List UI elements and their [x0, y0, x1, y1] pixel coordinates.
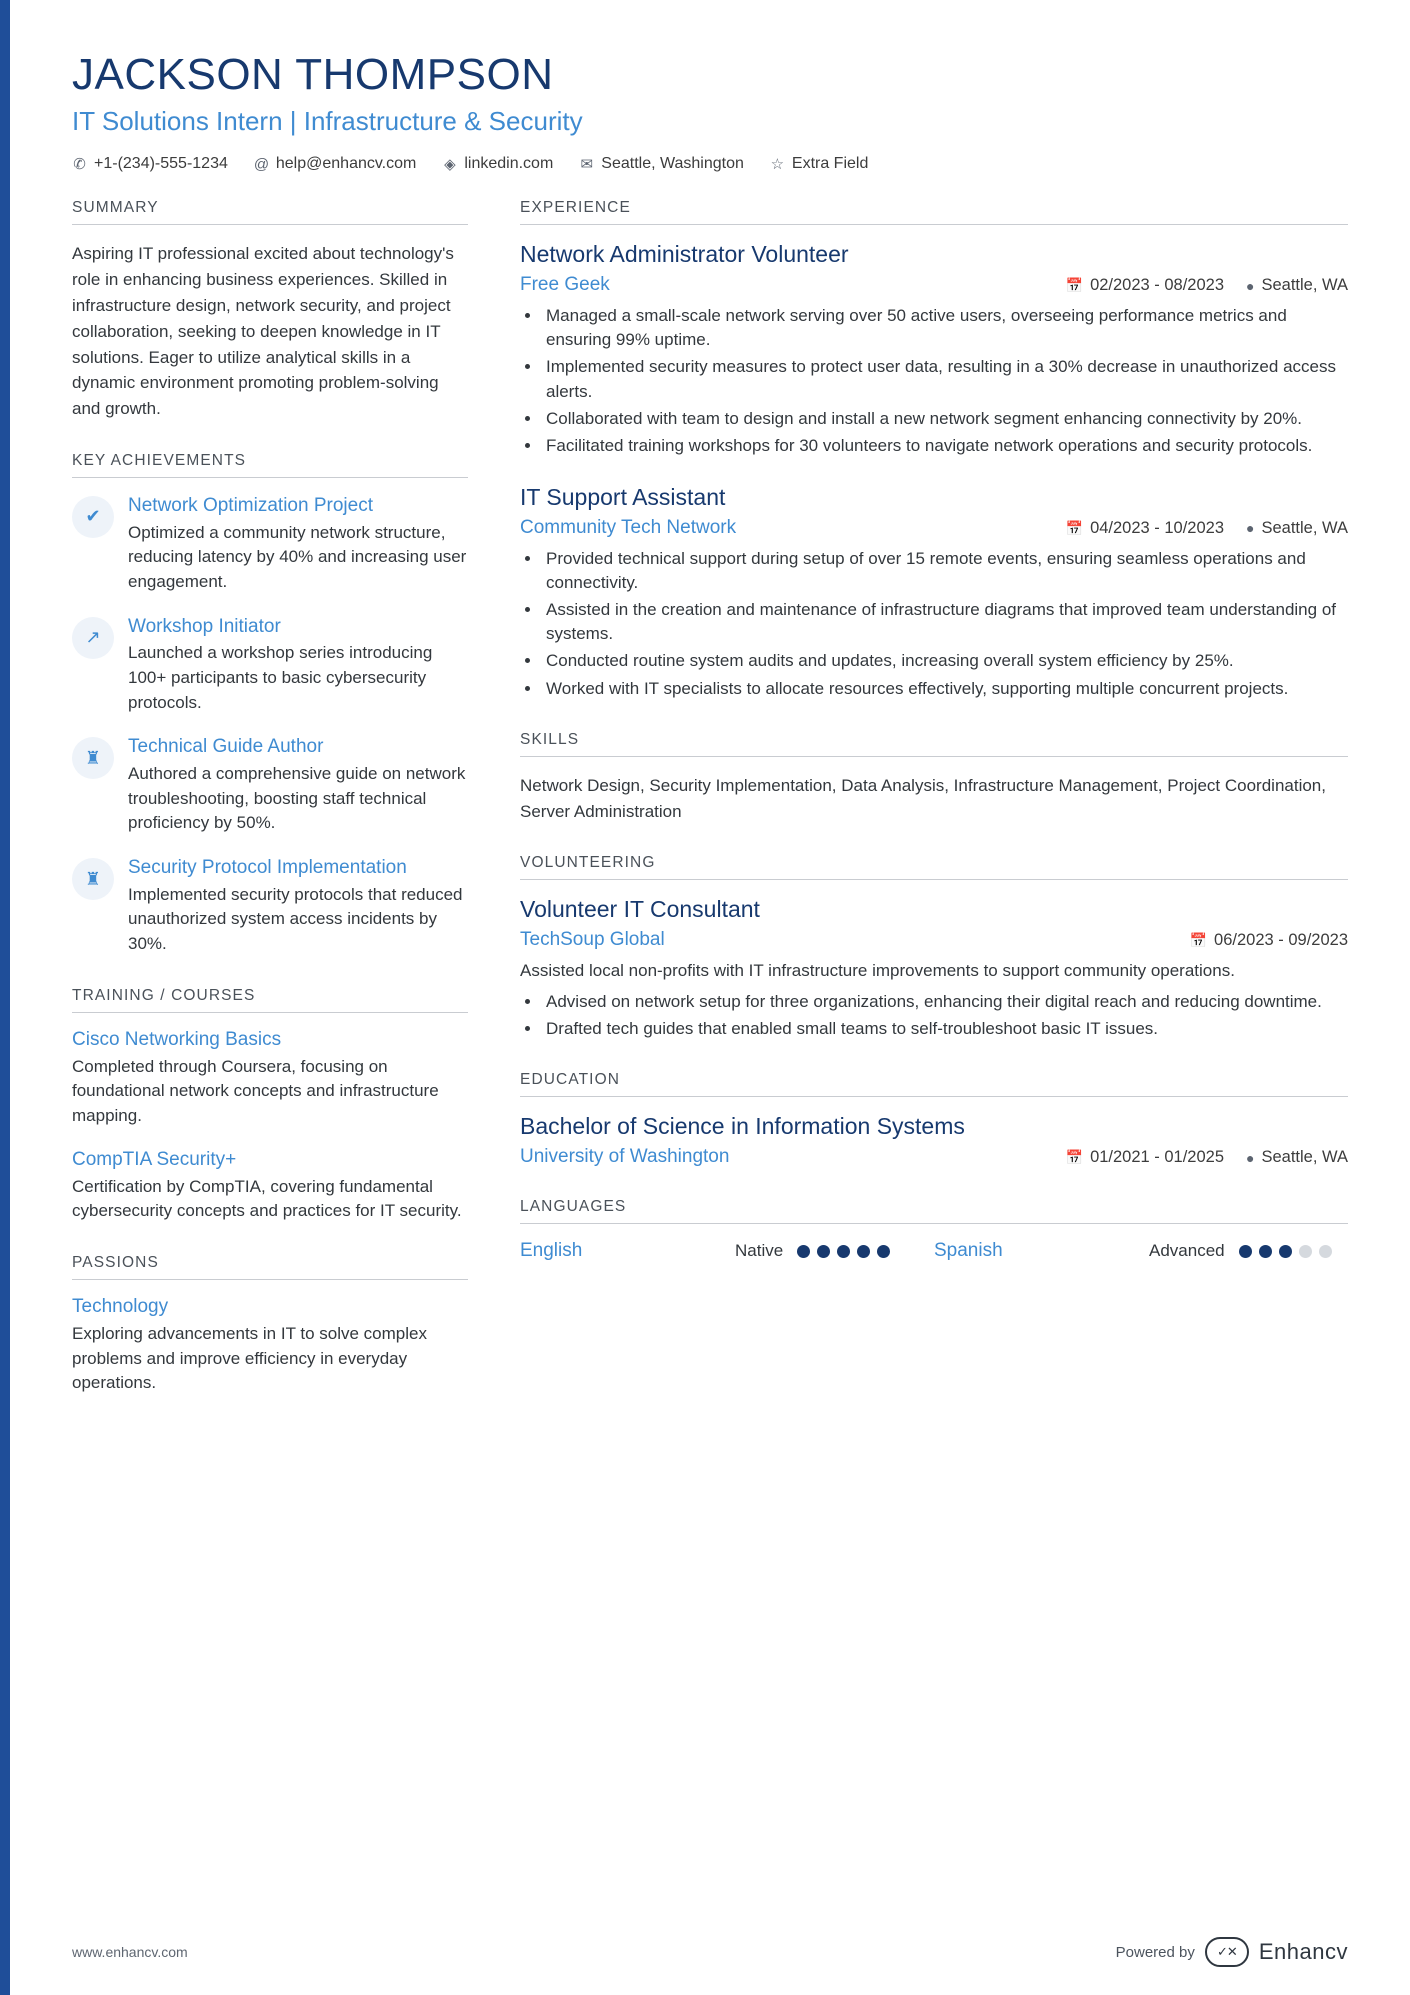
contact-extra [770, 155, 868, 173]
contact-phone [72, 155, 228, 173]
passions-title: PASSIONS [72, 1254, 468, 1280]
experience-title: EXPERIENCE [520, 199, 1348, 225]
section-languages [520, 1198, 1348, 1262]
email-icon: @ [253, 155, 270, 173]
achievement-desc: Optimized a community network structure, reducing latency by 40% and increasing user engagement. [128, 522, 467, 592]
summary-title: SUMMARY [72, 199, 468, 225]
language-name: Spanish [934, 1240, 1003, 1262]
phone-icon: ✆ [73, 156, 86, 174]
training-item [72, 1029, 468, 1129]
section-volunteering [520, 854, 1348, 1041]
education-location-text: Seattle, WA [1261, 1148, 1348, 1167]
experience-job-title: IT Support Assistant [520, 483, 726, 510]
right-column [520, 199, 1348, 1292]
trophy-icon: ♜ [72, 737, 114, 779]
experience-location [1246, 519, 1348, 538]
calendar-icon: 📅 [1189, 932, 1208, 949]
education-dates-text: 01/2021 - 01/2025 [1090, 1148, 1225, 1167]
contact-phone-text: +1-(234)-555-1234 [94, 155, 228, 173]
experience-job-title: Network Administrator Volunteer [520, 241, 849, 268]
education-school: University of Washington [520, 1146, 730, 1168]
experience-bullet: • Provided technical support during setup of over 15 remote events, ensuring seamless operations and connectivity. [542, 547, 1348, 595]
achievement-desc: Authored a comprehensive guide on network troubleshooting, boosting staff technical proficiency by 50%. [128, 764, 466, 833]
volunteering-summary: Assisted local non-profits with IT infrastructure improvements to support community operations. [520, 961, 1235, 981]
enhancv-logo-icon: ✓✕ [1205, 1937, 1249, 1967]
achievements-title: KEY ACHIEVEMENTS [72, 452, 468, 478]
achievement-title: Workshop Initiator [128, 615, 281, 637]
achievement-item [72, 735, 468, 836]
resume-columns [72, 199, 1348, 1426]
location-icon: ✉ [580, 156, 594, 174]
experience-bullet: • Assisted in the creation and maintenance of infrastructure diagrams that improved team understanding of systems. [542, 598, 1348, 646]
section-training-courses [72, 987, 468, 1224]
rating-dot [877, 1245, 890, 1258]
rating-dot [857, 1245, 870, 1258]
section-key-achievements [72, 452, 468, 957]
contact-linkedin[interactable] [442, 155, 553, 173]
contact-location-text: Seattle, Washington [601, 155, 744, 173]
experience-bullet: • Collaborated with team to design and install a new network segment enhancing connectivity by 20%. [542, 407, 1348, 431]
language-rating [797, 1245, 890, 1258]
calendar-icon: 📅 [1065, 1149, 1084, 1166]
contact-email[interactable] [254, 155, 416, 173]
education-degree: Bachelor of Science in Information Systems [520, 1113, 965, 1140]
training-item-desc: Certification by CompTIA, covering fundamental cybersecurity concepts and practices for IT security. [72, 1176, 462, 1221]
achievement-title: Security Protocol Implementation [128, 857, 407, 878]
languages-title: LANGUAGES [520, 1198, 1348, 1224]
rating-dot [1279, 1245, 1292, 1258]
experience-item [520, 241, 1348, 458]
education-item [520, 1113, 1348, 1168]
section-skills [520, 731, 1348, 825]
skills-title: SKILLS [520, 731, 1348, 757]
footer-website[interactable]: www.enhancv.com [72, 1944, 188, 1960]
location-pin-icon: ● [1246, 520, 1255, 537]
section-summary [72, 199, 468, 422]
achievement-item [72, 494, 468, 595]
language-item [934, 1240, 1348, 1262]
experience-dates [1066, 519, 1224, 538]
training-item [72, 1149, 468, 1224]
resume-header [72, 52, 1348, 173]
experience-item [520, 484, 1348, 701]
rating-dot [1319, 1245, 1332, 1258]
section-education [520, 1071, 1348, 1168]
summary-text: Aspiring IT professional excited about technology's role in enhancing business experiences. Skilled in infrastructure design, network security, and project collaboration, seeking to deepen knowledge in IT solutions. Eager to utilize analytical skills in a dynamic environment promoting problem-solving and growth. [72, 244, 454, 419]
rating-dot [1259, 1245, 1272, 1258]
training-title: TRAINING / COURSES [72, 987, 468, 1013]
section-experience [520, 199, 1348, 701]
passion-desc: Exploring advancements in IT to solve complex problems and improve efficiency in everyday operations. [72, 1323, 427, 1393]
rating-dot [817, 1245, 830, 1258]
language-name: English [520, 1240, 583, 1262]
experience-dates [1066, 276, 1224, 295]
location-pin-icon: ● [1246, 1149, 1255, 1166]
experience-bullet: • Worked with IT specialists to allocate resources effectively, supporting multiple concurrent projects. [542, 677, 1348, 701]
calendar-icon: 📅 [1065, 277, 1084, 294]
passion-title: Technology [72, 1295, 169, 1317]
languages-row [520, 1240, 1348, 1262]
achievement-desc: Implemented security protocols that reduced unauthorized system access incidents by 30%. [128, 884, 463, 954]
volunteering-role: Volunteer IT Consultant [520, 896, 760, 923]
volunteering-dates [1190, 931, 1348, 950]
education-location [1246, 1148, 1348, 1167]
experience-company: Community Tech Network [520, 516, 737, 538]
experience-location-text: Seattle, WA [1261, 518, 1348, 537]
experience-bullet: • Facilitated training workshops for 30 volunteers to navigate network operations and security protocols. [542, 434, 1348, 458]
experience-company: Free Geek [520, 274, 610, 296]
language-rating [1239, 1245, 1332, 1258]
achievement-item [72, 615, 468, 716]
contact-linkedin-text: linkedin.com [464, 155, 554, 173]
volunteering-org: TechSoup Global [520, 929, 665, 951]
skills-text: Network Design, Security Implementation, Data Analysis, Infrastructure Management, Project Coordination, Server Administration [520, 775, 1326, 821]
volunteering-bullet: • Drafted tech guides that enabled small teams to self-troubleshoot basic IT issues. [542, 1017, 1348, 1041]
volunteering-bullets [520, 990, 1348, 1041]
candidate-name: JACKSON THOMPSON [72, 50, 554, 99]
experience-bullet: • Conducted routine system audits and updates, increasing overall system efficiency by 25%. [542, 649, 1348, 673]
experience-dates-text: 02/2023 - 08/2023 [1090, 276, 1225, 295]
candidate-headline: IT Solutions Intern | Infrastructure & Security [72, 106, 583, 137]
left-column [72, 199, 468, 1426]
education-dates [1066, 1148, 1224, 1167]
language-level: Native [735, 1241, 784, 1261]
experience-bullet: • Implemented security measures to protect user data, resulting in a 30% decrease in unauthorized access alerts. [542, 355, 1348, 403]
rating-dot [1239, 1245, 1252, 1258]
achievement-item [72, 856, 468, 957]
calendar-icon: 📅 [1065, 519, 1084, 536]
language-level: Advanced [1149, 1241, 1225, 1261]
experience-bullet: • Managed a small-scale network serving over 50 active users, overseeing performance metrics and ensuring 99% uptime. [542, 304, 1348, 352]
experience-location [1246, 276, 1348, 295]
volunteering-bullet: • Advised on network setup for three organizations, enhancing their digital reach and reducing downtime. [542, 990, 1348, 1014]
training-item-title: Cisco Networking Basics [72, 1028, 282, 1050]
powered-by-label: Powered by [1115, 1943, 1195, 1961]
contact-row [72, 155, 1348, 173]
experience-location-text: Seattle, WA [1261, 276, 1348, 295]
language-item [520, 1240, 934, 1262]
check-badge-icon: ✔ [72, 496, 114, 538]
achievement-title: Technical Guide Author [128, 736, 324, 758]
achievement-title: Network Optimization Project [128, 494, 373, 516]
location-pin-icon: ● [1246, 277, 1255, 294]
experience-bullets [520, 304, 1348, 458]
section-passions [72, 1254, 468, 1396]
brand-block [1116, 1937, 1348, 1967]
volunteering-title: VOLUNTEERING [520, 854, 1348, 880]
left-accent-bar [0, 0, 10, 1995]
training-item-title: CompTIA Security+ [72, 1148, 237, 1170]
education-title: EDUCATION [520, 1071, 1348, 1097]
star-icon: ☆ [770, 156, 785, 174]
contact-email-text: help@enhancv.com [275, 155, 417, 173]
training-item-desc: Completed through Coursera, focusing on foundational network concepts and infrastructure mapping. [72, 1056, 439, 1125]
rating-dot [837, 1245, 850, 1258]
experience-bullets [520, 547, 1348, 701]
link-icon: ◈ [444, 156, 456, 174]
brand-name: Enhancv [1258, 1939, 1348, 1964]
contact-extra-text: Extra Field [791, 155, 869, 173]
contact-location [579, 155, 744, 173]
volunteering-item [520, 896, 1348, 1041]
page-footer [0, 1937, 1410, 1967]
achievement-desc: Launched a workshop series introducing 100+ participants to basic cybersecurity protocols. [128, 643, 433, 712]
trophy-icon: ♜ [72, 858, 114, 900]
passion-item [72, 1296, 468, 1396]
rating-dot [797, 1245, 810, 1258]
rocket-icon: ↗ [72, 617, 114, 659]
volunteering-dates-text: 06/2023 - 09/2023 [1214, 931, 1348, 950]
experience-dates-text: 04/2023 - 10/2023 [1090, 518, 1225, 537]
rating-dot [1299, 1245, 1312, 1258]
